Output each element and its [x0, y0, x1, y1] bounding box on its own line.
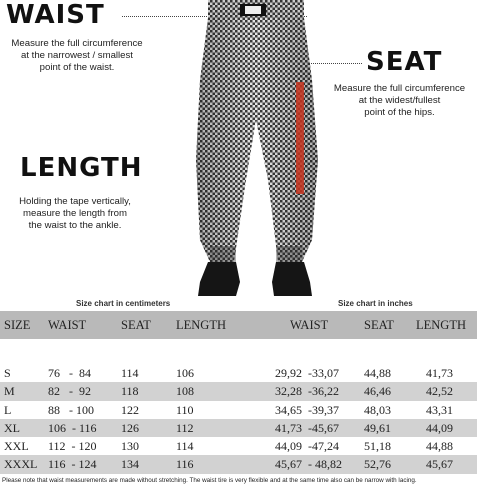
- cell-waist-in: 32,28 -36,22: [275, 384, 339, 399]
- cell-length-in: 42,52: [426, 384, 453, 399]
- cell-seat-cm: 134: [121, 457, 139, 472]
- cell-length-cm: 116: [176, 457, 194, 472]
- cell-waist-cm: 76 - 84: [48, 366, 91, 380]
- header-seat-cm: SEAT: [121, 318, 151, 332]
- cell-size: S: [4, 366, 11, 380]
- size-chart-table: [0, 311, 477, 474]
- header-seat-in: SEAT: [364, 318, 394, 332]
- cell-waist-in: 34,65 -39,37: [275, 402, 339, 417]
- cell-waist-cm: 82 - 92: [48, 384, 91, 399]
- waist-description: Measure the full circumference at the narrowest / smallest point of the waist.: [11, 38, 143, 73]
- cell-size: XXL: [4, 439, 29, 454]
- cell-length-in: 44,09: [426, 420, 453, 435]
- header-size: SIZE: [4, 318, 31, 332]
- cell-length-cm: 106: [176, 366, 194, 380]
- cell-length-cm: 110: [176, 402, 194, 417]
- seat-title: SEAT: [366, 47, 443, 77]
- caption-centimeters: Size chart in centimeters: [76, 299, 171, 308]
- left-shoe-icon: [198, 262, 240, 296]
- cell-waist-cm: 112 - 120: [48, 439, 97, 454]
- cell-waist-in: 45,67 - 48,82: [275, 457, 342, 472]
- table-spacer: [0, 339, 477, 364]
- caption-inches: Size chart in inches: [338, 299, 413, 308]
- cell-seat-in: 51,18: [364, 439, 391, 454]
- cell-waist-in: 44,09 -47,24: [275, 439, 339, 454]
- cell-waist-in: 29,92 -33,07: [275, 366, 339, 380]
- table-row: [0, 401, 477, 419]
- cell-size: XL: [4, 420, 20, 435]
- cell-seat-in: 48,03: [364, 402, 391, 417]
- table-row: [0, 364, 477, 382]
- cell-length-in: 43,31: [426, 402, 453, 417]
- header-waist-cm: WAIST: [48, 318, 87, 332]
- header-waist-in: WAIST: [290, 318, 329, 332]
- header-length-in: LENGTH: [416, 318, 466, 332]
- cell-seat-in: 44,88: [364, 366, 391, 380]
- seat-description: Measure the full circumference at the widest/fullest point of the hips.: [333, 83, 466, 118]
- table-row: [0, 382, 477, 400]
- cell-waist-cm: 106 - 116: [48, 420, 97, 435]
- cell-length-in: 44,88: [426, 439, 453, 454]
- cell-seat-cm: 118: [121, 384, 139, 399]
- cell-length-cm: 114: [176, 439, 194, 454]
- right-shoe-icon: [272, 262, 312, 296]
- cell-waist-cm: 88 - 100: [48, 402, 94, 417]
- cell-seat-in: 46,46: [364, 384, 391, 399]
- cell-length-in: 45,67: [426, 457, 453, 472]
- cell-seat-in: 52,76: [364, 457, 391, 472]
- table-row: [0, 419, 477, 437]
- footnote: Please note that waist measurements are made without stretching. The waist tire is very flexible and at the same time also can be narrow with lacing.: [2, 477, 417, 484]
- cell-length-in: 41,73: [426, 366, 453, 380]
- cell-seat-in: 49,61: [364, 420, 391, 435]
- cell-seat-cm: 126: [121, 420, 139, 435]
- cell-size: XXXL: [4, 457, 38, 472]
- cell-seat-cm: 122: [121, 402, 139, 417]
- table-row: [0, 437, 477, 455]
- waist-title: WAIST: [6, 0, 105, 30]
- cell-seat-cm: 130: [121, 439, 139, 454]
- cell-length-cm: 112: [176, 420, 194, 435]
- cell-size: M: [4, 384, 15, 399]
- table-header: [0, 311, 477, 339]
- cell-waist-in: 41,73 -45,67: [275, 420, 339, 435]
- header-length-cm: LENGTH: [176, 318, 226, 332]
- pants-illustration: [150, 0, 340, 302]
- side-print-icon: [296, 82, 304, 194]
- length-title: LENGTH: [20, 153, 143, 183]
- length-description: Holding the tape vertically, measure the length from the waist to the ankle.: [19, 196, 131, 231]
- table-row: [0, 455, 477, 473]
- cell-length-cm: 108: [176, 384, 194, 399]
- cell-waist-cm: 116 - 124: [48, 457, 97, 472]
- cell-seat-cm: 114: [121, 366, 139, 380]
- cell-size: L: [4, 402, 12, 417]
